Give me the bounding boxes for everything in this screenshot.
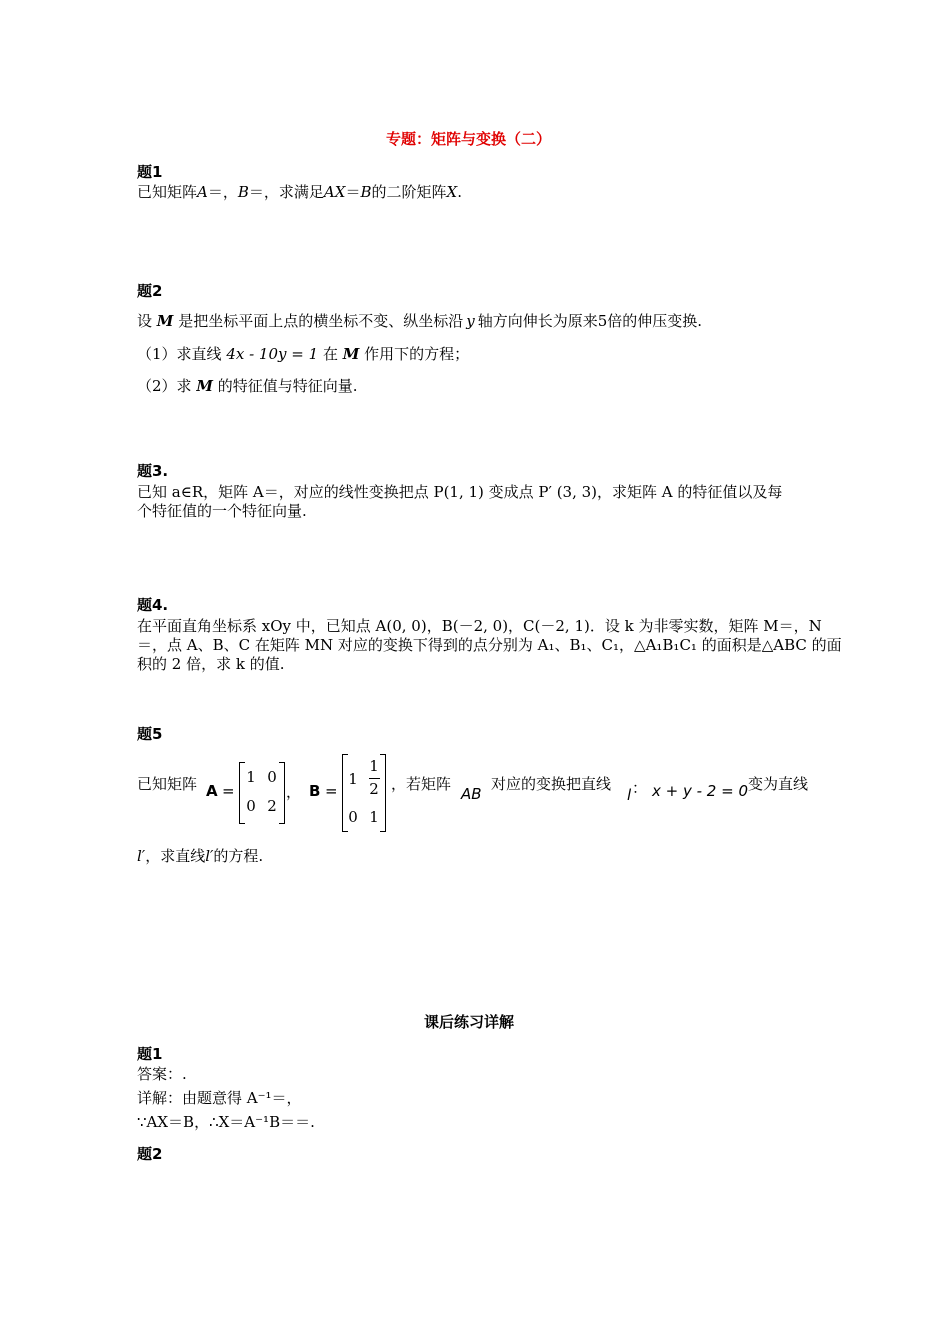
matrix-b-frac-line (369, 778, 380, 779)
q5-var-lp: l′ (137, 847, 146, 865)
answers-q2-heading: 题2 (137, 1145, 163, 1163)
matrix-b-frac-num: 1 (369, 757, 379, 775)
q1-text (137, 182, 462, 202)
q5-colon: ： (632, 779, 648, 797)
q2-var-m2: M (342, 345, 360, 363)
q2-line3 (137, 376, 358, 396)
answers-q1-heading: 题1 (137, 1045, 163, 1063)
q2-line2 (137, 344, 469, 364)
matrix-a (239, 762, 285, 822)
q2-equation: 4x - 10y = 1 (226, 345, 319, 363)
q2-var-m: M (156, 312, 174, 330)
q2-l2-c: 作用下的方程； (364, 345, 470, 363)
q5-l2-b: ，求直线 (145, 847, 206, 865)
q1-text-a: 已知矩阵 (137, 183, 198, 201)
q2-l1-c: 轴方向伸长为原来5倍的伸压变换. (477, 312, 703, 330)
q5-eq-b: = (325, 782, 338, 800)
q5-mid: ，若矩阵 (391, 775, 452, 793)
q3-line1: 已知 a∈R，矩阵 A＝，对应的线性变换把点 P(1, 1) 变成点 P′ (3, 3)，求矩阵 A 的特征值以及每 (137, 483, 783, 501)
q5-line-eq: x + y - 2 = 0 (652, 782, 748, 800)
matrix-a-cell: 0 (246, 797, 256, 815)
matrix-a-cell: 0 (267, 768, 277, 786)
page-title: 专题：矩阵与变换（二） (386, 130, 552, 148)
q1-var-x: X (446, 183, 458, 201)
q2-l2-a: （1）求直线 (137, 345, 222, 363)
q5-heading: 题5 (137, 725, 163, 743)
q3-heading: 题3. (137, 462, 169, 480)
q1-var-b2: B (360, 183, 372, 201)
q2-l1-b: 是把坐标平面上点的横坐标不变、纵坐标沿 (178, 312, 464, 330)
q5-comma: ， (286, 783, 302, 801)
q2-var-m3: M (196, 377, 213, 395)
matrix-b-frac-den: 2 (369, 780, 379, 798)
matrix-b-cell: 0 (348, 808, 358, 826)
answers-q1-detail2: ∵AX＝B，∴X＝A⁻¹B＝＝. (137, 1113, 315, 1131)
q2-var-y: y (466, 312, 475, 330)
q4-line3: 积的 2 倍，求 k 的值. (137, 655, 285, 673)
q5-var-b: B (309, 782, 321, 800)
answers-q1-detail1: 详解：由题意得 A⁻¹＝， (137, 1089, 302, 1107)
q5-var-lp2: l′ (205, 847, 214, 865)
q1-text-b: ＝， (207, 183, 238, 201)
matrix-b-cell: 1 (369, 808, 379, 826)
matrix-a-cell: 1 (246, 768, 256, 786)
q1-var-a: A (197, 183, 208, 201)
q5-tail: 变为直线 (748, 775, 809, 793)
q4-line1: 在平面直角坐标系 xOy 中，已知点 A(0, 0)，B(－2, 0)，C(－2, 1)．设 k 为非零实数，矩阵 M＝，N (137, 617, 822, 635)
q4-line2: ＝，点 A、B、C 在矩阵 MN 对应的变换下得到的点分别为 A₁、B₁、C₁，△A₁B₁C₁ 的面积是△ABC 的面 (137, 636, 842, 654)
q5-line2 (137, 846, 263, 866)
matrix-a-right-bracket (279, 762, 285, 824)
q1-text-d: ＝ (345, 183, 361, 201)
q2-l3-a: （2）求 (137, 377, 192, 395)
q2-heading: 题2 (137, 282, 163, 300)
answers-q1-answer: 答案：. (137, 1065, 187, 1083)
q1-text-e: 的二阶矩阵 (371, 183, 447, 201)
q5-var-a: A (206, 782, 218, 800)
q1-var-ax: AX (323, 183, 346, 201)
q1-text-c: ＝，求满足 (248, 183, 324, 201)
q3-line2: 个特征值的一个特征向量. (137, 502, 307, 520)
matrix-a-cell: 2 (267, 797, 277, 815)
q4-heading: 题4. (137, 596, 169, 614)
q2-line1 (137, 311, 702, 331)
q5-mid2: 对应的变换把直线 (491, 775, 612, 793)
q5-var-l: l (627, 786, 632, 804)
q1-text-f: . (457, 183, 462, 201)
q1-var-b: B (237, 183, 249, 201)
q1-heading: 题1 (137, 163, 163, 181)
q5-pre: 已知矩阵 (137, 775, 198, 793)
q2-l3-b: 的特征值与特征向量. (217, 377, 358, 395)
matrix-b-cell: 1 (348, 770, 358, 788)
q5-eq-a: = (222, 782, 235, 800)
q2-l2-b: 在 (322, 345, 338, 363)
q5-l2-d: 的方程. (213, 847, 264, 865)
answers-title: 课后练习详解 (424, 1013, 515, 1031)
matrix-b (342, 754, 386, 830)
q2-l1-a: 设 (137, 312, 153, 330)
q5-var-ab: AB (461, 785, 482, 803)
